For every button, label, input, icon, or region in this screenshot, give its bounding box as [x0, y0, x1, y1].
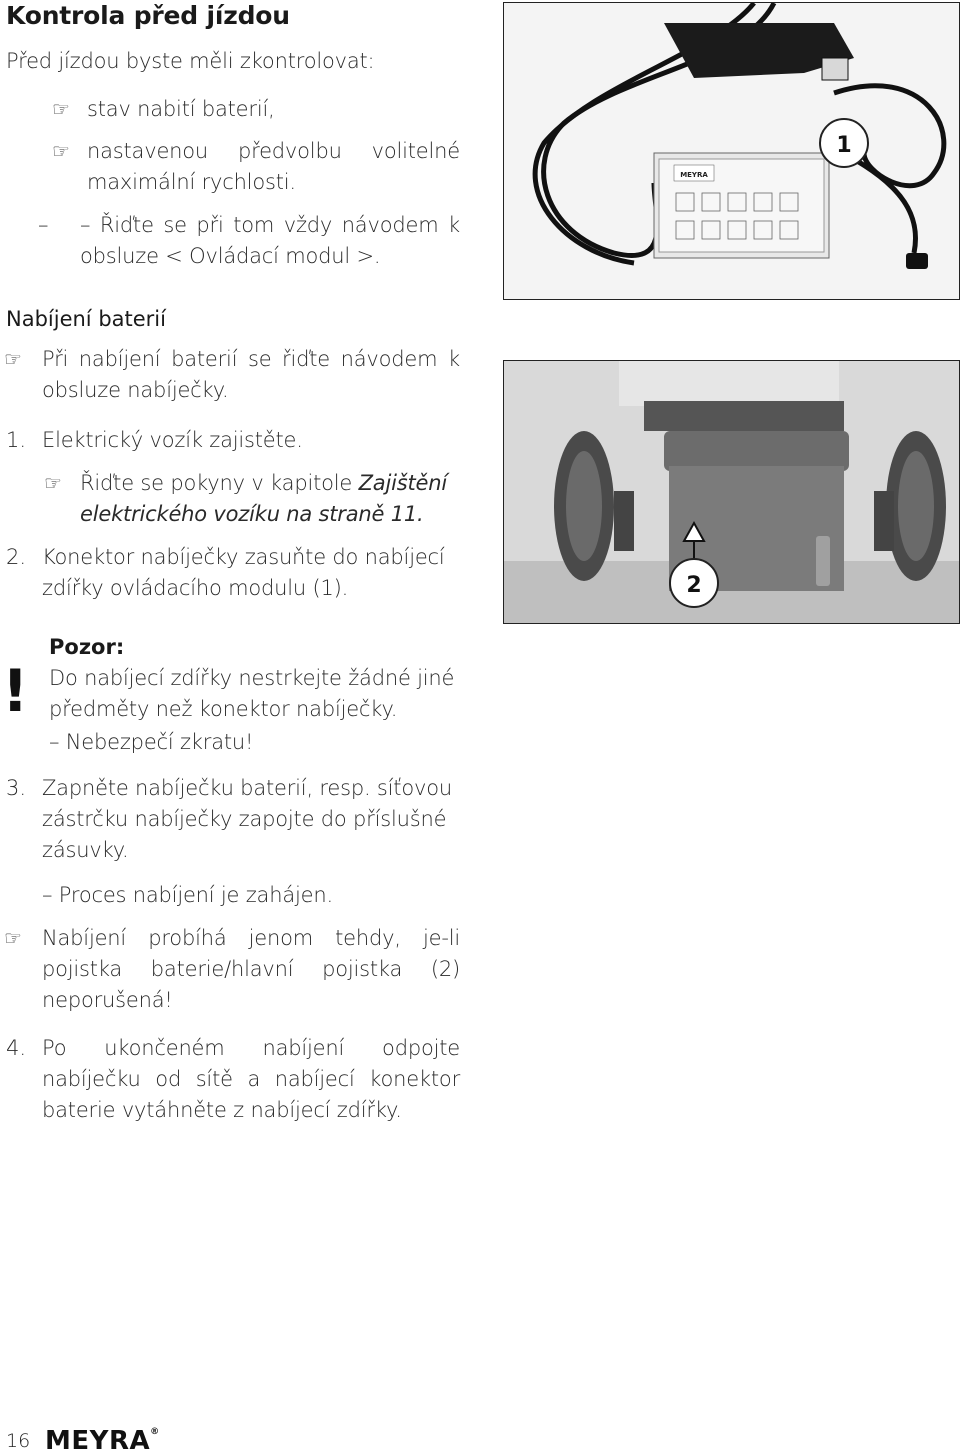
step-text: Po ukončeném nabíjení odpojte nabíječku od sítě a nabíjecí konektor baterie vytáhněte z nabíjecí zdířky.: [42, 1036, 460, 1122]
section-title: Nabíjení baterií: [6, 307, 166, 331]
step-result-text: Proces nabíjení je zahájen.: [58, 883, 333, 907]
pointing-hand-icon: ☞: [52, 97, 70, 121]
logo-text: MEYRA: [45, 1426, 151, 1456]
warning-consequence: [49, 727, 253, 758]
check-note-text: Řiďte se při tom vždy návodem k obsluze < Ovládací modul >.: [80, 213, 460, 268]
page-number: 16: [6, 1430, 31, 1452]
step-note-prefix: Řiďte se pokyny v kapitole: [80, 471, 359, 495]
fuse-note: Nabíjení probíhá jenom tehdy, je-li pojistka baterie/hlavní pojistka (2) neporušená!: [42, 926, 460, 1012]
warning-body: Do nabíjecí zdířky nestrkejte žádné jiné předměty než konektor nabíječky.: [49, 666, 455, 721]
pointing-hand-icon: ☞: [4, 347, 22, 371]
step-number: 4.: [6, 1036, 27, 1060]
step-number: 2.: [6, 545, 27, 569]
check-item: nastavenou předvolbu volitelné maximální rychlosti.: [87, 139, 460, 194]
warning-title: Pozor:: [49, 635, 125, 659]
dash-bullet: –: [42, 883, 59, 907]
step-note: [80, 468, 462, 530]
callout-1: 1: [836, 133, 852, 158]
pointing-hand-icon: ☞: [44, 471, 62, 495]
step-note-reference: Zajištění elektrického vozíku na straně 11.: [80, 471, 447, 526]
dash-bullet: –: [49, 730, 66, 754]
charger-photo: [503, 2, 960, 300]
step-text: Elektrický vozík zajistěte.: [42, 428, 303, 452]
intro-text: Před jízdou byste měli zkontrolovat:: [6, 49, 375, 73]
dash-bullet: –: [38, 213, 49, 237]
page-title: Kontrola před jízdou: [6, 1, 290, 30]
step-number: 1.: [6, 428, 27, 452]
wheelchair-illustration: [504, 361, 959, 623]
warning-consequence-text: Nebezpečí zkratu!: [65, 730, 254, 754]
charger-illustration: [504, 3, 959, 299]
wheelchair-photo: [503, 360, 960, 624]
check-item: stav nabití baterií,: [87, 97, 275, 121]
step-text: Zapněte nabíječku baterií, resp. síťovou zástrčku nabíječky zapojte do příslušné zásuvky.: [42, 776, 452, 862]
check-note: [80, 210, 460, 272]
step-result: [42, 880, 333, 911]
dash-bullet: –: [80, 213, 100, 237]
charge-note: Při nabíjení baterií se řiďte návodem k obsluze nabíječky.: [42, 347, 460, 402]
meyra-logo: MEYRA®: [45, 1426, 160, 1456]
callout-2: 2: [686, 573, 702, 598]
warning-icon: !: [2, 657, 29, 725]
step-text: Konektor nabíječky zasuňte do nabíjecí zdířky ovládacího modulu (1).: [42, 545, 445, 600]
charger-brand: MEYRA: [680, 171, 708, 179]
pointing-hand-icon: ☞: [4, 926, 22, 950]
step-number: 3.: [6, 776, 27, 800]
pointing-hand-icon: ☞: [52, 139, 70, 163]
